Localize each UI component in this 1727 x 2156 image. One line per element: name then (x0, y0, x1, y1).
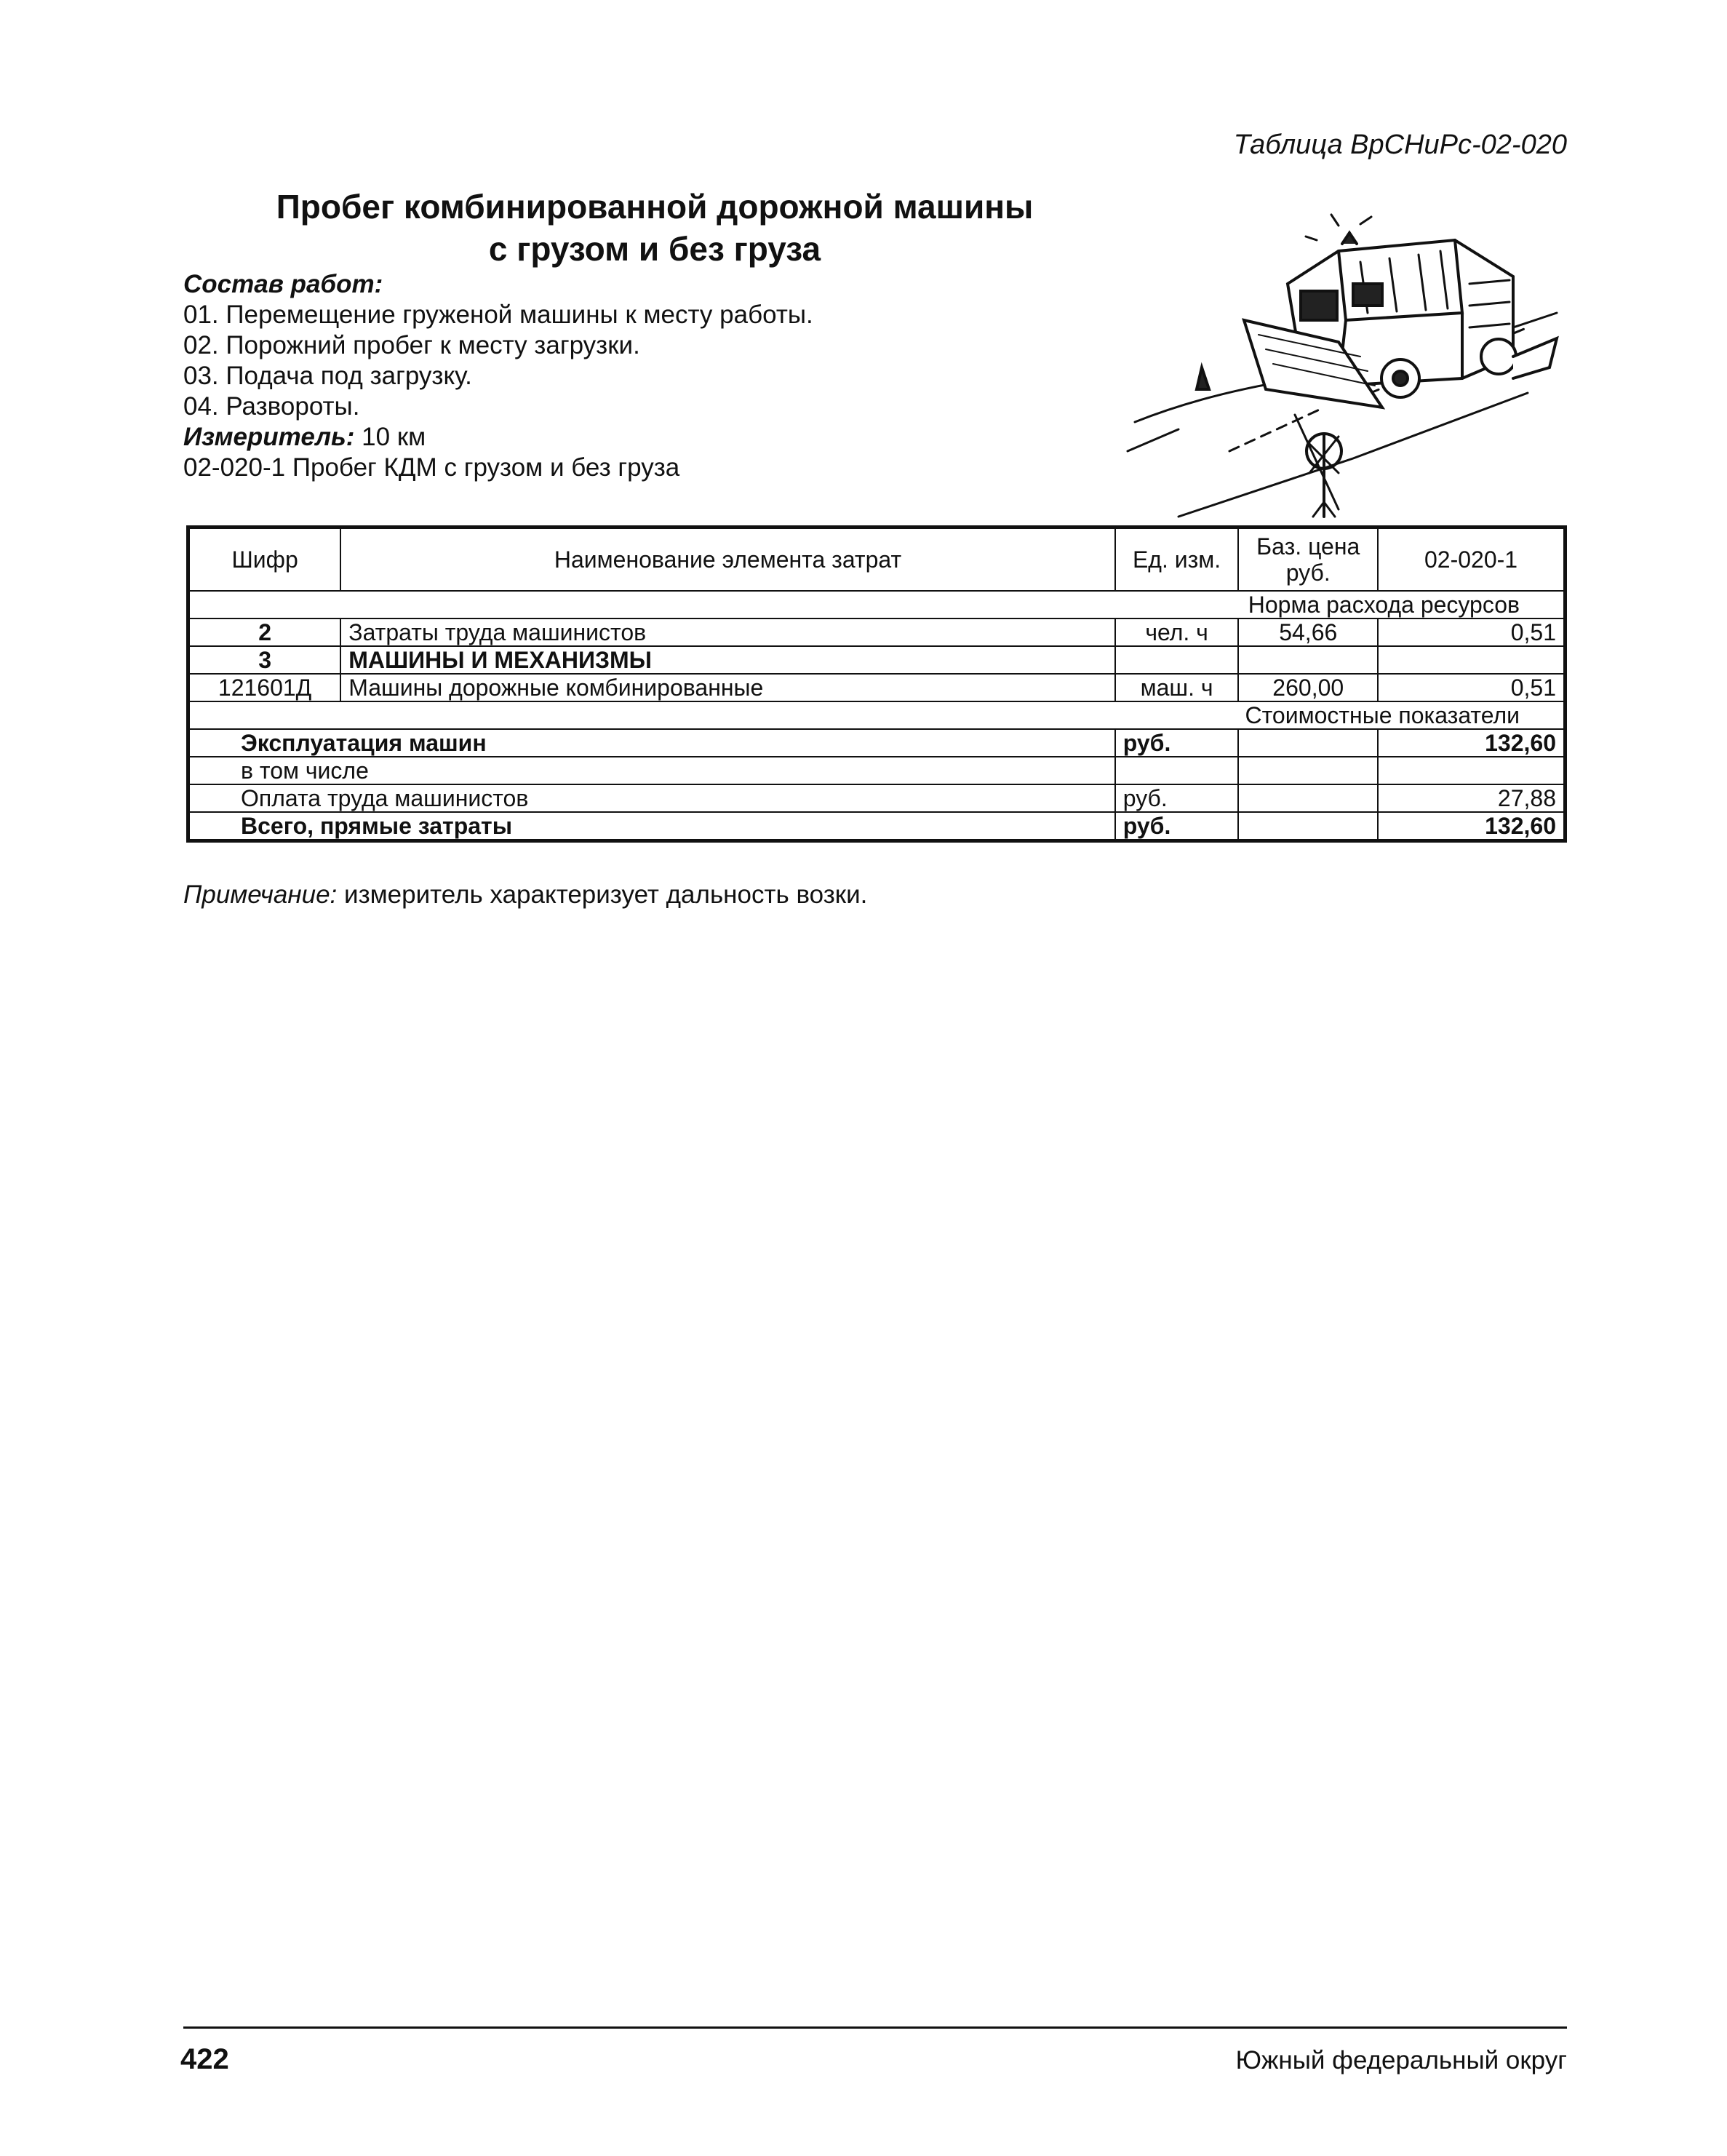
cost-value: 27,88 (1378, 784, 1565, 812)
cell-price: 260,00 (1238, 674, 1378, 701)
road-machine-illustration (1120, 211, 1571, 524)
title-line-1: Пробег комбинированной дорожной машины (276, 188, 1034, 226)
meter-value: 10 км (354, 423, 426, 451)
footer-region: Южный федеральный округ (1235, 2046, 1567, 2075)
cost-row (188, 784, 1566, 812)
cell-unit (1115, 646, 1239, 674)
page-number: 422 (180, 2043, 229, 2075)
cost-unit: руб. (1115, 784, 1239, 812)
cell-price: 54,66 (1238, 618, 1378, 646)
cost-value: 132,60 (1378, 812, 1565, 841)
cost-name: Эксплуатация машин (188, 729, 1115, 757)
work-item: 04. Развороты. (183, 392, 360, 421)
cost-price (1238, 812, 1378, 841)
table-row (188, 674, 1566, 701)
cell-value: 0,51 (1378, 674, 1565, 701)
table-row (188, 646, 1566, 674)
section-resources: Норма расхода ресурсов (188, 591, 1566, 618)
cell-code: 3 (188, 646, 341, 674)
cost-unit (1115, 757, 1239, 784)
cost-price (1238, 784, 1378, 812)
page-title (182, 186, 1128, 270)
section-row (188, 591, 1566, 618)
note-text: измеритель характеризует дальность возки. (337, 880, 868, 909)
cell-unit: маш. ч (1115, 674, 1239, 701)
cell-unit: чел. ч (1115, 618, 1239, 646)
work-composition (183, 269, 813, 483)
cost-unit: руб. (1115, 812, 1239, 841)
footer-divider (183, 2026, 1567, 2029)
note-label: Примечание: (183, 880, 338, 909)
cost-value: 132,60 (1378, 729, 1565, 757)
table-row (188, 618, 1566, 646)
header-column: 02-020-1 (1378, 528, 1565, 592)
work-item: 01. Перемещение груженой машины к месту работы. (183, 301, 813, 329)
cell-code: 2 (188, 618, 341, 646)
section-costs: Стоимостные показатели (188, 701, 1566, 729)
table-reference: Таблица ВрСНиРс-02-020 (1233, 130, 1567, 160)
title-line-2: с грузом и без груза (488, 230, 821, 268)
work-item: 02. Порожний пробег к месту загрузки. (183, 331, 640, 359)
cost-price (1238, 729, 1378, 757)
cell-value (1378, 646, 1565, 674)
cost-row (188, 812, 1566, 841)
code-line: 02-020-1 Пробег КДМ с грузом и без груза (183, 453, 680, 482)
note (183, 880, 867, 910)
cost-table (186, 525, 1567, 843)
cost-row (188, 757, 1566, 784)
cost-name: в том числе (188, 757, 1115, 784)
cost-price (1238, 757, 1378, 784)
cost-value (1378, 757, 1565, 784)
cost-unit: руб. (1115, 729, 1239, 757)
table-header-row (188, 528, 1566, 592)
header-code: Шифр (188, 528, 341, 592)
cost-name: Оплата труда машинистов (188, 784, 1115, 812)
section-row (188, 701, 1566, 729)
cell-name: Машины дорожные комбинированные (340, 674, 1115, 701)
work-heading: Состав работ: (183, 270, 383, 298)
cell-price (1238, 646, 1378, 674)
meter-line (183, 422, 813, 453)
cell-code: 121601Д (188, 674, 341, 701)
cost-name: Всего, прямые затраты (188, 812, 1115, 841)
header-price: Баз. цена руб. (1238, 528, 1378, 592)
header-name: Наименование элемента затрат (340, 528, 1115, 592)
header-unit: Ед. изм. (1115, 528, 1239, 592)
work-item: 03. Подача под загрузку. (183, 362, 472, 390)
cell-value: 0,51 (1378, 618, 1565, 646)
cell-name: Затраты труда машинистов (340, 618, 1115, 646)
cost-row (188, 729, 1566, 757)
cell-name: МАШИНЫ И МЕХАНИЗМЫ (340, 646, 1115, 674)
meter-label: Измеритель: (183, 423, 355, 451)
